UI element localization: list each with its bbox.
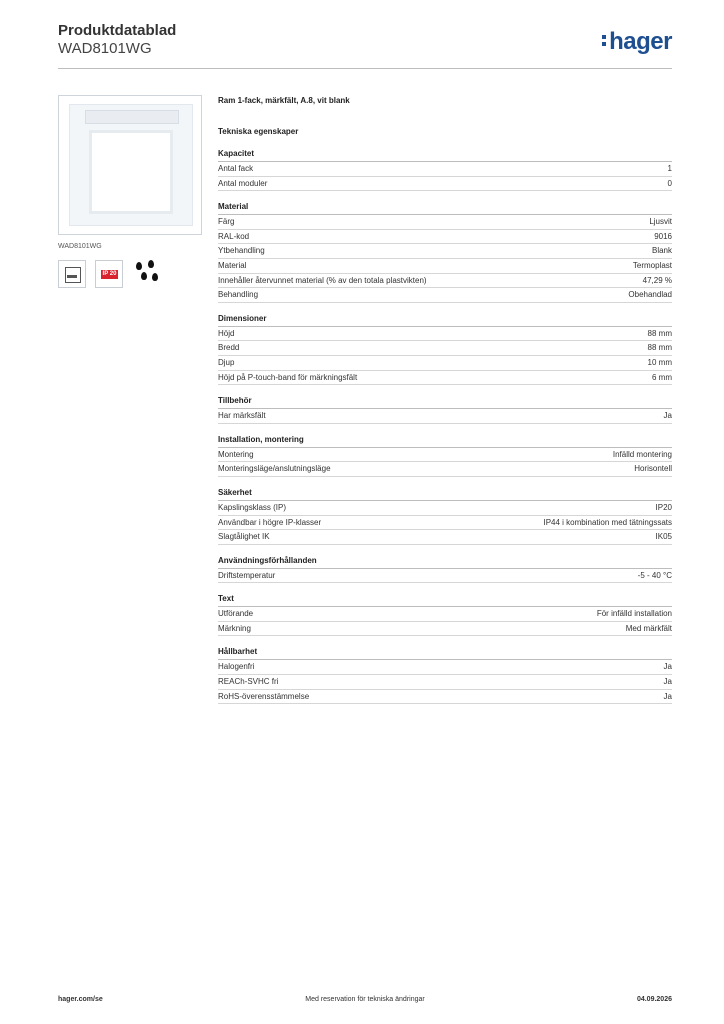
spec-value: Ljusvit — [649, 217, 672, 227]
spec-value: 10 mm — [647, 357, 672, 367]
hager-logo — [602, 28, 672, 56]
spec-value: 6 mm — [652, 372, 672, 382]
frame-opening — [89, 130, 173, 214]
product-code: WAD8101WG — [58, 40, 152, 57]
spec-value: Obehandlad — [628, 290, 672, 300]
spec-label: Kapslingsklass (IP) — [218, 502, 287, 512]
section-title: Material — [218, 201, 672, 215]
footer-disclaimer: Med reservation för tekniska ändringar — [305, 996, 425, 1003]
spec-value: Med märkfält — [625, 623, 672, 633]
spec-label: Driftstemperatur — [218, 570, 276, 580]
spec-value: Infälld montering — [612, 449, 672, 459]
product-media — [58, 95, 204, 288]
spec-row — [218, 569, 672, 584]
spec-section — [218, 313, 672, 385]
spec-label: REACh-SVHC fri — [218, 677, 279, 687]
footer-website: hager.com/se — [58, 996, 103, 1003]
spec-section — [218, 148, 672, 191]
spec-row — [218, 516, 672, 531]
spec-value: 9016 — [654, 231, 672, 241]
spec-label: Material — [218, 260, 247, 270]
spec-value: 88 mm — [647, 328, 672, 338]
logo-colon-icon — [602, 32, 606, 49]
spec-label: Höjd — [218, 328, 235, 338]
spec-value: 47,29 % — [642, 275, 672, 285]
spec-row — [218, 274, 672, 289]
brand-name: hager — [609, 28, 672, 55]
spec-label: Märkning — [218, 623, 251, 633]
spec-section — [218, 201, 672, 303]
spec-content — [218, 96, 672, 714]
spec-value: Horisontell — [634, 464, 672, 474]
spec-row — [218, 162, 672, 177]
section-title: Dimensioner — [218, 313, 672, 327]
spec-label: Bredd — [218, 343, 240, 353]
ip-class-icon — [95, 260, 123, 288]
spec-label: Utförande — [218, 609, 254, 619]
label-field — [85, 110, 179, 124]
spec-label: RAL-kod — [218, 231, 250, 241]
spec-row — [218, 244, 672, 259]
spec-label: Halogenfri — [218, 662, 255, 672]
spec-label: Höjd på P-touch-band för märkningsfält — [218, 372, 358, 382]
spec-value: För infälld installation — [596, 609, 672, 619]
spec-row — [218, 327, 672, 342]
spec-row — [218, 448, 672, 463]
spec-row — [218, 675, 672, 690]
spec-value: IP44 i kombination med tätningssats — [543, 517, 672, 527]
document-title: Produktdatablad — [58, 22, 177, 39]
spec-label: Antal fack — [218, 164, 254, 173]
spec-label: Antal moduler — [218, 178, 268, 188]
feature-icons — [58, 260, 204, 288]
spec-label: Innehåller återvunnet material (% av den totala plastvikten) — [218, 275, 427, 285]
spec-row — [218, 690, 672, 705]
spec-row — [218, 622, 672, 637]
spec-value: Ja — [663, 411, 672, 421]
section-title: Säkerhet — [218, 487, 672, 501]
spec-value: Ja — [663, 662, 672, 672]
spec-value: IP20 — [655, 502, 672, 512]
spec-row — [218, 501, 672, 516]
spec-label: Slagtålighet IK — [218, 532, 270, 542]
spec-label: Färg — [218, 217, 235, 227]
spec-label: Ytbehandling — [218, 246, 265, 256]
spec-value: 88 mm — [647, 343, 672, 353]
spec-section — [218, 434, 672, 477]
ip-badge-label: IP 20 — [102, 271, 117, 277]
section-title: Kapacitet — [218, 148, 672, 162]
spec-section — [218, 395, 672, 424]
section-title: Installation, montering — [218, 434, 672, 448]
spec-row — [218, 660, 672, 675]
spec-row — [218, 356, 672, 371]
spec-row — [218, 288, 672, 303]
spec-label: Djup — [218, 357, 235, 367]
spec-section — [218, 646, 672, 704]
section-title: Text — [218, 593, 672, 607]
spec-value: Ja — [663, 677, 672, 687]
spec-row — [218, 215, 672, 230]
spec-sections — [218, 148, 672, 704]
section-title: Användningsförhållanden — [218, 555, 672, 569]
frame-illustration — [69, 104, 193, 226]
frame-icon — [58, 260, 86, 288]
section-title: Hållbarhet — [218, 646, 672, 660]
spec-row — [218, 230, 672, 245]
product-description: Ram 1-fack, märkfält, A.8, vit blank — [218, 96, 350, 105]
spec-row — [218, 177, 672, 192]
image-caption: WAD8101WG — [58, 243, 102, 250]
spec-row — [218, 341, 672, 356]
spec-label: Behandling — [218, 290, 259, 300]
section-title: Tillbehör — [218, 395, 672, 409]
spec-value: 1 — [667, 164, 672, 173]
spec-label: Användbar i högre IP-klasser — [218, 517, 322, 527]
spec-value: IK05 — [655, 532, 672, 542]
spec-label: Monteringsläge/anslutningsläge — [218, 464, 331, 474]
product-image — [58, 95, 202, 235]
spec-row — [218, 259, 672, 274]
spec-row — [218, 530, 672, 545]
spec-row — [218, 371, 672, 386]
spec-section — [218, 593, 672, 636]
water-drops-icon — [132, 260, 160, 288]
spec-label: Montering — [218, 449, 254, 459]
page-header — [58, 22, 672, 69]
spec-row — [218, 462, 672, 477]
spec-label: RoHS-överensstämmelse — [218, 691, 310, 701]
spec-value: -5 - 40 °C — [637, 570, 672, 580]
spec-row — [218, 607, 672, 622]
footer-date: 04.09.2026 — [636, 996, 672, 1003]
spec-label: Har märksfält — [218, 411, 266, 421]
spec-section — [218, 487, 672, 545]
spec-value: Ja — [663, 691, 672, 701]
spec-value: Blank — [651, 246, 672, 256]
spec-value: 0 — [667, 178, 672, 188]
spec-section — [218, 555, 672, 584]
tech-properties-heading: Tekniska egenskaper — [218, 127, 299, 136]
spec-row — [218, 409, 672, 424]
spec-value: Termoplast — [632, 260, 672, 270]
